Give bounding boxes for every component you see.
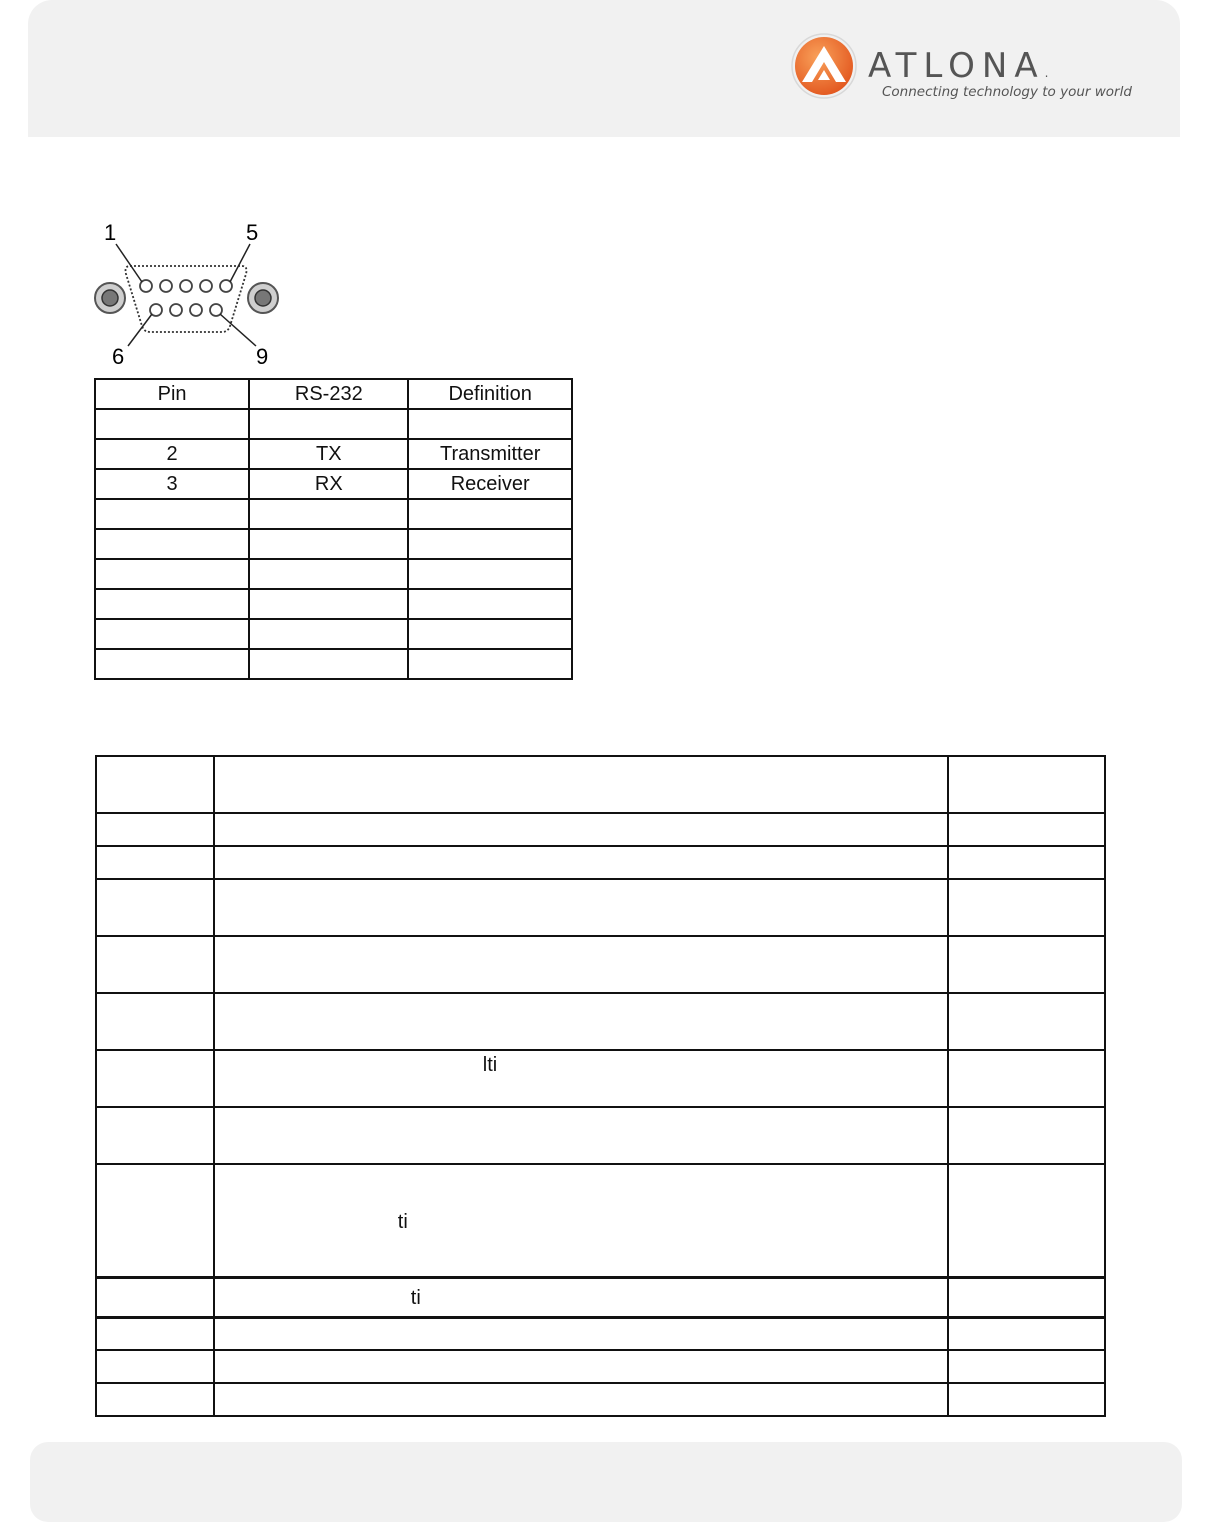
brand-tagline: Connecting technology to your world: [882, 84, 1132, 100]
table-row: [96, 1050, 1105, 1107]
table-cell: 3: [95, 469, 249, 499]
table-cell: [249, 409, 408, 439]
brand-name: ATLONA.: [868, 46, 1049, 86]
table-header-cell: Definition: [408, 379, 572, 409]
table-row: [95, 469, 572, 499]
table-cell: [95, 559, 249, 589]
table-cell: [408, 649, 572, 679]
right-screw-icon: [248, 283, 278, 313]
table-header-row: [95, 379, 572, 409]
table-cell: RX: [249, 469, 408, 499]
table-row: [96, 1277, 1105, 1317]
table-row: [95, 499, 572, 529]
table-cell: [408, 409, 572, 439]
table-cell: [408, 499, 572, 529]
table-cell: [408, 589, 572, 619]
table-row: [96, 1350, 1105, 1383]
table-row: [96, 1107, 1105, 1164]
table-cell: [95, 589, 249, 619]
table-cell: Receiver: [408, 469, 572, 499]
table-row: [95, 439, 572, 469]
table-cell: [249, 499, 408, 529]
table-header-row: [96, 756, 1105, 813]
left-screw-icon: [95, 283, 125, 313]
table-row: [96, 846, 1105, 879]
table-cell: TX: [249, 439, 408, 469]
text-fragment: ti: [397, 1211, 408, 1233]
table-cell: Transmitter: [408, 439, 572, 469]
table-row: [95, 409, 572, 439]
footer-band: [30, 1442, 1182, 1522]
table-row: [96, 1383, 1105, 1416]
pin-label-9: 9: [256, 344, 269, 368]
table-cell: [95, 499, 249, 529]
table-row: [96, 936, 1105, 993]
table-cell: [249, 529, 408, 559]
db9-connector-diagram: [90, 218, 290, 368]
table-cell: [249, 649, 408, 679]
table-cell: [249, 559, 408, 589]
pin-label-5: 5: [246, 220, 259, 245]
table-cell: [95, 409, 249, 439]
table-cell: [408, 619, 572, 649]
text-fragment: ti: [410, 1286, 421, 1309]
table-row: [95, 619, 572, 649]
table-cell: [408, 559, 572, 589]
command-table: [95, 755, 1106, 1417]
table-cell: [408, 529, 572, 559]
table-header-cell: RS-232: [249, 379, 408, 409]
table-row: [95, 529, 572, 559]
table-cell: [95, 619, 249, 649]
atlona-logo: [790, 32, 1160, 104]
pin-label-1: 1: [104, 220, 117, 245]
table-row: [96, 1317, 1105, 1350]
rs232-pin-table: [94, 378, 573, 680]
table-row: [96, 1164, 1105, 1277]
table-row: [95, 589, 572, 619]
text-fragment: lti: [482, 1054, 498, 1076]
pin-label-6: 6: [112, 344, 125, 368]
table-cell: 2: [95, 439, 249, 469]
table-row: [96, 993, 1105, 1050]
table-row: [95, 559, 572, 589]
table-row: [96, 879, 1105, 936]
table-cell: [249, 589, 408, 619]
table-row: [95, 649, 572, 679]
table-row: [96, 813, 1105, 846]
table-cell: [249, 619, 408, 649]
table-cell: [95, 529, 249, 559]
table-header-cell: Pin: [95, 379, 249, 409]
atlona-logo-icon: [790, 32, 862, 104]
table-cell: [95, 649, 249, 679]
